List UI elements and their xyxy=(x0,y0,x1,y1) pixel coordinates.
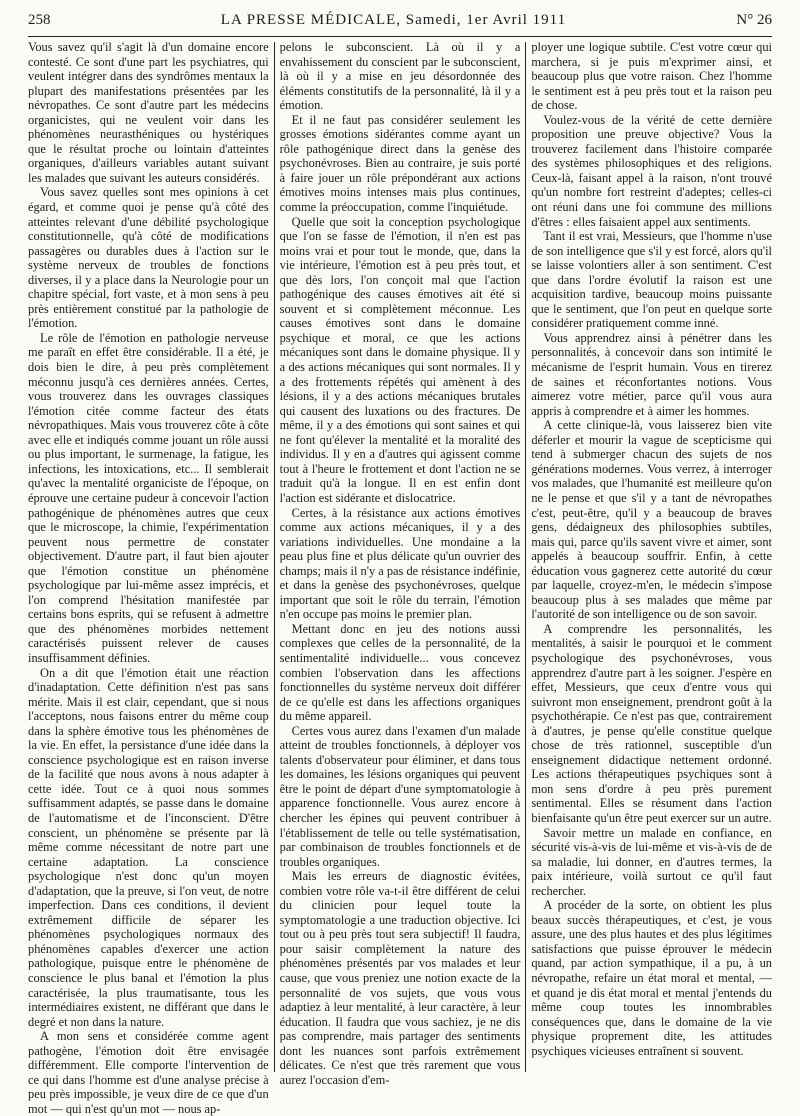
paragraph: Voulez-vous de la vérité de cette dernière proposition une preuve objective? Vous la trouverez facilement dans l'histoire comparée des systèmes philosophiques et des religions. Ceux-là, faisant appel à la raison, n'ont trouvé qu'un nombre fort restreint d'adeptes; celles-ci ont réuni dans une foi commune des millions d'êtres : elles faisaient appel aux sentiments. xyxy=(531,112,772,229)
paragraph: pelons le subconscient. Là où il y a envahissement du conscient par le subconscient, là où il y a mise en jeu désordonnée des éléments constitutifs de la personnalité, là il y a émotion. xyxy=(279,40,521,113)
page-number: 258 xyxy=(28,12,51,28)
column-3 xyxy=(531,40,772,1072)
article-columns xyxy=(28,40,772,1116)
paragraph: A cette clinique-là, vous laisserez bien vite déferler et mourir la vague de scepticisme qui tend à submerger chacun des sujets de nos générations modernes. Vous verrez, à interroger vos malades, que l'humanité est meilleure qu'on ne le pense et que s'il y a tant de névropathes c'est, peut-être, qu'il y a beaucoup de braves gens, dédaigneux des philosophies subtiles, mais qui, parce qu'ils savent vivre et aimer, sont appelés à beaucoup souffrir. Enfin, à cette éducation vous gagnerez cette autorité du cœur par laquelle, croyez-m'en, le médecin s'impose beaucoup plus à ses malades que même par l'autorité de son intelligence ou de son savoir. xyxy=(531,418,772,622)
paragraph: A mon sens et considérée comme agent pathogène, l'émotion doit être envisagée différemment. Elle comporte l'intervention de ce qui dans l'homme est d'une analyse précise à peu près impossible, je veux dire de ce que d'un mot — qui n'est qu'un mot — nous ap- xyxy=(28,1029,269,1116)
journal-title: LA PRESSE MÉDICALE, Samedi, 1er Avril 1911 xyxy=(220,12,567,28)
paragraph: Vous savez quelles sont mes opinions à cet égard, et comme quoi je pense qu'à côté des atteintes relevant d'une débilité psychologique constitutionnelle, qu'à côté de modifications passagères ou durables dues à l'action sur le système nerveux de troubles de fonctions diverses, il y a place dans la Neurologie pour un chapitre spécial, fort vaste, et à mon sens à peu près entièrement constitué par la pathologie de l'émotion. xyxy=(28,185,269,331)
paragraph: On a dit que l'émotion était une réaction d'inadaptation. Cette définition n'est pas sans mérite. Mais il est clair, cependant, que si nous l'acceptons, nous faisons entrer du même coup dans la sphère émotive tous les phénomènes de la vie. En effet, la persistance d'une idée dans la conscience psychologique est en raison inverse de la facilité que nous avons à nous adapter à cette idée. Tout ce à quoi nous sommes suffisamment adaptés, se passe dans le domaine de l'automatisme et de l'inconscient. D'être conscient, un phénomène se présente par là même comme nécessitant de notre part une certaine adaptation. La conscience psychologique n'est donc qu'un moyen d'adaptation, que la preuve, si l'on veut, de notre imperfection. Dans ces conditions, il devient extrêmement difficile de séparer les phénomènes psychologiques normaux des phénomènes capables d'exercer une action pathologique, puisque entre le phénomène de conscience le plus banal et l'émotion la plus caractérisée, la plus traumatisante, tous les intermédiaires existent, ne différant que dans le degré et non dans la nature. xyxy=(28,665,269,1029)
paragraph: Certes vous aurez dans l'examen d'un malade atteint de troubles fonctionnels, à déployer vos talents d'observateur pour éliminer, et dans tous les domaines, les lésions organiques qui peuvent être le point de départ d'une symptomatologie à apparence fonctionnelle. Vous aurez encore à chercher les épines qui peuvent contribuer à l'établissement de telle ou telle systématisation, par combinaison de troubles fonctionnels et de troubles organiques. xyxy=(279,723,521,869)
paragraph: Et il ne faut pas considérer seulement les grosses émotions sidérantes comme ayant un rôle pathogénique direct dans la genèse des psychonévroses. Bien au contraire, je suis porté à faire jouer un rôle prépondérant aux actions émotives moins intenses mais plus continues, comme la préoccupation, comme l'inquiétude. xyxy=(279,112,521,215)
paragraph: Le rôle de l'émotion en pathologie nerveuse me paraît en effet être considérable. Il a été, je dois bien le dire, à peu près complètement méconnu jusqu'à ces dernières années. Certes, vous trouverez dans les ouvrages classiques l'émotion citée comme facteur des états névropathiques. Mais vous trouverez côte à côte avec elle et indiqués comme jouant un rôle aussi ou plus important, le surmenage, la fatigue, les infections, les intoxications, etc... Il semblerait qu'avec la mentalité organiciste de l'époque, on éprouve une certaine pudeur à concevoir l'action pathogénique de phénomènes autres que ceux que le microscope, la chimie, l'expérimentation peuvent nous permettre de constater objectivement. D'autre part, il faut bien ajouter que l'émotion constitue un phénomène psychologique par lui-même assez imprécis, et l'on comprend l'hésitation manifestée par certains bons esprits, qui se refusent à admettre que des phénomènes morbides nettement caractérisés puissent relever de causes insuffisamment définies. xyxy=(28,330,269,665)
paragraph: ployer une logique subtile. C'est votre cœur qui marchera, si je puis m'exprimer ainsi, et beaucoup plus que votre raison. Chez l'homme le sentiment est à peu près tout et la raison peu de chose. xyxy=(531,40,772,113)
paragraph: Vous savez qu'il s'agit là d'un domaine encore contesté. Ce sont d'une part les psychiatres, qui veulent intégrer dans des syndrômes mentaux la plupart des manifestations présentées par les névropathes. Ce sont d'autre part les médecins organicistes, qui ne veulent voir dans les phénomènes neurasthéniques ou hystériques que le résultat proche ou lointain d'atteintes organiques, d'ailleurs variables autant suivant les malades que suivant les auteurs considérés. xyxy=(28,40,269,185)
paragraph: Quelle que soit la conception psychologique que l'on se fasse de l'émotion, il n'en est pas moins vrai et pour tout le monde, que, dans la vie intérieure, l'émotion est à peu près tout, et que dès lors, l'on conçoit mal que l'action pathogénique des causes émotives ait été si souvent et si complètement méconnue. Les causes émotives sont dans le domaine psychique et moral, ce que les actions mécaniques sont dans le domaine physique. Il y a des actions mécaniques qui sont normales. Il y a des frottements répétés qui amènent à des lésions, il y a des actions mécaniques brutales qui causent des luxations ou des fractures. De même, il y a des émotions qui sont saines et qui ne font qu'élever la mentalité et la moralité des individus. Il y en a d'autres qui agissent comme tout à l'heure le frottement et dont l'action ne se traduit qu'à la longue. Il en est enfin dont l'action est sidérante et dislocatrice. xyxy=(279,214,521,505)
column-divider xyxy=(525,42,526,1072)
paragraph: A procéder de la sorte, on obtient les plus beaux succès thérapeutiques, et c'est, je vous assure, une des plus hautes et des plus légitimes satisfactions que puisse éprouver le médecin quand, par action sympathique, il a pu, à un névropathe, refaire un état moral et mental, — et quand je dis état moral et mental j'entends du même coup toutes les innombrables conséquences que, dans le domaine de la vie physique proprement dite, les attitudes psychiques vicieuses entraînent si souvent. xyxy=(531,898,772,1058)
paragraph: Mais les erreurs de diagnostic évitées, combien votre rôle va-t-il être différent de celui du clinicien pour lequel toute la symptomatologie a une traduction objective. Ici tout ou à peu près tout sera subjectif! Il faudra, pour saisir complètement la nature des phénomènes présentés par vos malades et leur cause, que vous preniez une notion exacte de la personnalité de vos sujets, que vous vous adaptiez à leur mentalité, à leur caractère, à leur éducation. Il faudra que vous sachiez, je ne dis pas comprendre, mais partager des sentiments dont les nuances sont parfois extrêmement délicates. Ce n'est que très rarement que vous aurez l'occasion d'em- xyxy=(279,869,521,1087)
column-2 xyxy=(279,40,521,1087)
paragraph: A comprendre les personnalités, les mentalités, à saisir le pourquoi et le comment psychologique des psychonévroses, vous apprendrez d'autre part à les soigner. J'espère en effet, Messieurs, que ceux d'entre vous qui suivront mon enseignement, prendront goût à la psychothérapie. Ce n'est pas que, contrairement à d'autres, je pense qu'elle constitue quelque chose de très rationnel, susceptible d'un enseignement didactique nettement ordonné. Les actions thérapeutiques psychiques sont à mon sens d'ordre à peu près purement sentimental. Elles se résument dans l'action bienfaisante qu'un être peut exercer sur un autre. xyxy=(531,621,772,825)
paragraph: Certes, à la résistance aux actions émotives comme aux actions mécaniques, il y a des variations individuelles. Une mondaine a la peau plus fine et plus délicate qu'un ouvrier des champs; mais il n'y a pas de résistance indéfinie, et dans la genèse des psychonévroses, quelque important que soit le rôle du terrain, l'émotion n'en occupe pas moins le premier plan. xyxy=(279,505,521,622)
paragraph: Tant il est vrai, Messieurs, que l'homme n'use de son intelligence que s'il y est forcé, alors qu'il se laisse volontiers aller à son sentiment. C'est que dans l'ordre évolutif la raison est une acquisition tardive, beaucoup moins puissante que le sentiment, que l'on peut en quelque sorte considérer pratiquement comme inné. xyxy=(531,229,772,331)
issue-number: N° 26 xyxy=(736,12,772,28)
paragraph: Savoir mettre un malade en confiance, en sécurité vis-à-vis de lui-même et vis-à-vis de de sa maladie, lui donner, en d'autres termes, la paix intérieure, voilà surtout ce qu'il faut rechercher. xyxy=(531,825,772,898)
paragraph: Mettant donc en jeu des notions aussi complexes que celles de la personnalité, de la sentimentalité individuelle... vous concevez combien l'observation dans les affections fonctionnelles du système nerveux doit différer de ce qu'elle est dans les affections organiques du même appareil. xyxy=(279,621,521,724)
page-header xyxy=(28,12,772,34)
paragraph: Vous apprendrez ainsi à pénétrer dans les personnalités, à concevoir dans son intimité le mécanisme de l'esprit humain. Vous en tirerez de saines et réconfortantes notions. Vous aimerez votre métier, parce qu'il vous aura appris à comprendre et à aimer les hommes. xyxy=(531,330,772,418)
column-1 xyxy=(28,40,269,1116)
column-divider xyxy=(274,42,275,1072)
header-rule xyxy=(28,36,772,37)
